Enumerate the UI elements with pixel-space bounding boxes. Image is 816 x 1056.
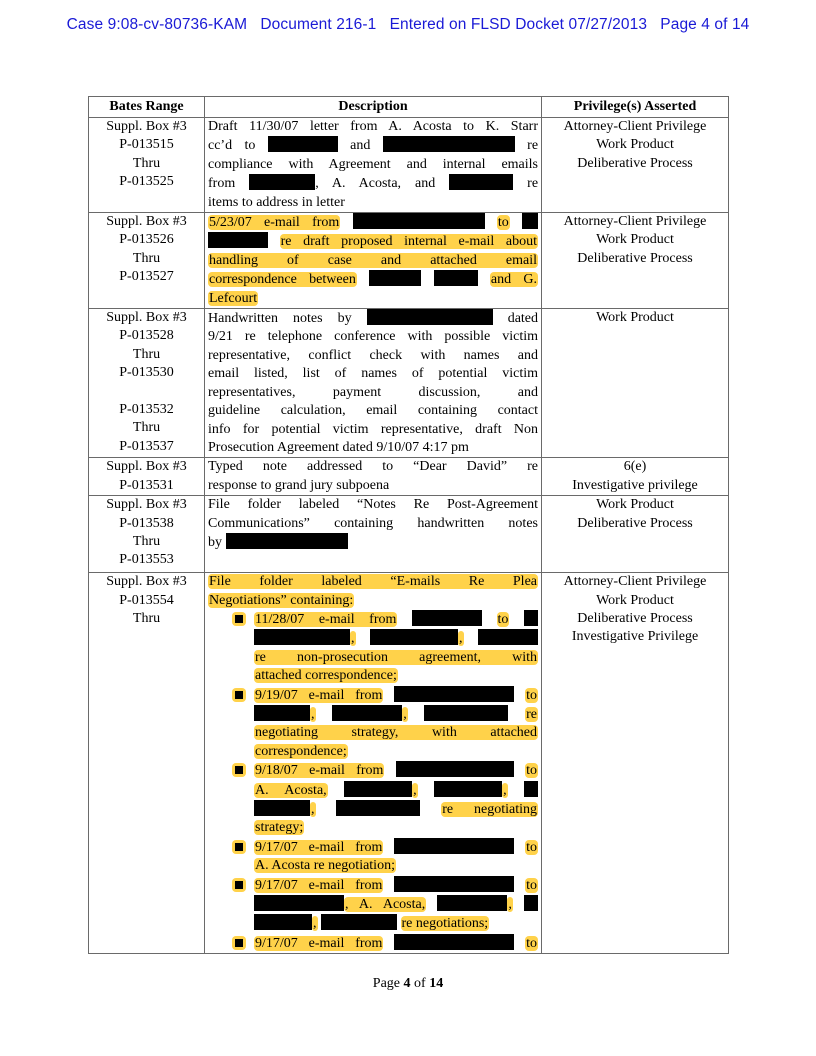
redaction-box <box>369 270 421 286</box>
bates-line: P-013515 <box>119 137 174 153</box>
description-line: representative, conflict check with names and <box>208 347 538 363</box>
current-page: 4 <box>403 976 411 991</box>
privilege-line: Deliberative Process <box>577 250 693 266</box>
bates-line: P-013537 <box>119 438 174 454</box>
list-item <box>254 934 538 953</box>
description-line: 9/17/07 e-mail from to <box>255 935 538 951</box>
description-line: Draft 11/30/07 letter from A. Acosta to K. Starr <box>208 119 538 134</box>
list-item <box>254 838 538 876</box>
bates-line: P-013532 <box>119 402 174 418</box>
redaction-box <box>370 629 458 645</box>
privilege-line: Work Product <box>596 592 674 608</box>
description-cell <box>205 573 542 954</box>
redaction-box <box>344 781 412 797</box>
email-list <box>208 610 538 953</box>
description-line: by <box>208 533 538 552</box>
privilege-cell <box>542 118 729 213</box>
bates-line: Suppl. Box #3 <box>106 214 187 230</box>
redaction-box <box>321 914 397 930</box>
description-line: from , A. Acosta, and re <box>208 176 539 192</box>
description-line: 9/17/07 e-mail from to <box>255 839 538 855</box>
redaction-box <box>383 136 515 152</box>
description-line: strategy; <box>255 820 304 836</box>
description-line: cc’d to and re <box>208 138 539 154</box>
table-row <box>89 118 729 213</box>
bates-range-cell <box>89 496 205 573</box>
table-row <box>89 573 729 954</box>
description-line: attached correspondence; <box>255 668 397 684</box>
description-line: re non-prosecution agreement, with <box>255 649 537 665</box>
redaction-box <box>522 213 538 229</box>
description-line: File folder labeled “E-mails Re Plea <box>209 574 537 590</box>
redaction-box <box>524 781 538 797</box>
redaction-box <box>254 705 310 721</box>
description-line: 9/18/07 e-mail from to <box>255 763 538 779</box>
redaction-box <box>353 213 485 229</box>
redaction-box <box>394 934 514 950</box>
description-line: Lefcourt <box>209 290 258 306</box>
column-header-description: Description <box>205 97 542 118</box>
bates-line: Thru <box>132 610 161 626</box>
privilege-line: Deliberative Process <box>577 515 693 531</box>
redaction-box <box>336 800 420 816</box>
bates-line: P-013531 <box>119 477 174 493</box>
description-cell <box>205 213 542 309</box>
bates-range-cell <box>89 213 205 309</box>
privilege-line: Work Product <box>596 232 674 248</box>
square-bullet-icon <box>232 763 246 777</box>
list-item <box>254 876 538 934</box>
bates-line: P-013528 <box>119 328 174 344</box>
description-line: representatives, payment discussion, and <box>208 384 538 400</box>
privilege-cell <box>542 213 729 309</box>
privilege-cell <box>542 573 729 954</box>
privilege-line: Deliberative Process <box>577 610 693 626</box>
total-pages: 14 <box>429 976 444 991</box>
case-header: Case 9:08-cv-80736-KAM Document 216-1 Entered on FLSD Docket 07/27/2013 Page 4 of 14 <box>66 16 750 33</box>
redaction-box <box>524 895 538 911</box>
bates-line: Suppl. Box #3 <box>106 459 187 475</box>
table-header-row <box>89 97 729 118</box>
redaction-box <box>254 914 312 930</box>
bates-line: Suppl. Box #3 <box>106 310 187 326</box>
privilege-cell <box>542 458 729 496</box>
description-line: A. Acosta re negotiation; <box>255 858 395 874</box>
table-row <box>89 458 729 496</box>
description-line: handling of case and attached email <box>209 252 537 268</box>
square-bullet-icon <box>232 878 246 892</box>
description-line: Negotiations” containing: <box>209 592 354 608</box>
description-line: guideline calculation, email containing contact <box>208 403 538 419</box>
description-line: Typed note addressed to “Dear David” re <box>208 459 538 475</box>
redaction-box <box>332 705 402 721</box>
privilege-line: Work Product <box>596 137 674 153</box>
bates-line: Suppl. Box #3 <box>106 497 187 513</box>
description-line: File folder labeled “Notes Re Post-Agreement <box>208 497 538 513</box>
description-line: Handwritten notes by dated <box>208 311 539 327</box>
description-line: Prosecution Agreement dated 9/10/07 4:17 pm <box>208 439 469 455</box>
description-line: correspondence; <box>255 743 347 759</box>
bates-line: Thru <box>132 155 161 171</box>
square-bullet-icon <box>232 840 246 854</box>
bates-line: Thru <box>132 250 161 266</box>
page-number-footer: Page 4 of 14 <box>372 976 444 991</box>
description-line: negotiating strategy, with attached <box>255 725 537 741</box>
description-cell <box>205 309 542 458</box>
table-row <box>89 213 729 309</box>
list-item <box>254 761 538 838</box>
redaction-box <box>254 895 344 911</box>
redaction-box <box>424 705 508 721</box>
description-line: info for potential victim representative, draft Non <box>208 421 538 437</box>
bates-line: Thru <box>132 346 161 362</box>
redaction-box <box>254 629 350 645</box>
privilege-line: Investigative privilege <box>572 477 698 493</box>
privilege-line: Investigative Privilege <box>571 629 699 645</box>
description-line: 9/21 re telephone conference with possible victim <box>208 329 538 345</box>
redaction-box <box>524 610 538 626</box>
description-line: , re negotiating <box>254 800 538 819</box>
description-line: response to grand jury subpoena <box>208 477 390 493</box>
redaction-box <box>254 800 310 816</box>
bates-line: Thru <box>132 420 161 436</box>
description-line: , A. Acosta, , <box>254 895 538 914</box>
description-line: Communications” containing handwritten notes <box>208 515 538 531</box>
bates-range-cell <box>89 573 205 954</box>
list-item <box>254 610 538 686</box>
redaction-box <box>394 876 514 892</box>
description-line: , , <box>254 629 538 648</box>
redaction-box <box>437 895 507 911</box>
bates-line: Suppl. Box #3 <box>106 574 187 590</box>
redaction-box <box>478 629 538 645</box>
column-header-bates: Bates Range <box>89 97 205 118</box>
bates-range-cell <box>89 309 205 458</box>
redaction-box <box>226 533 348 549</box>
privilege-line: Attorney-Client Privilege <box>563 574 707 590</box>
bates-line: P-013525 <box>119 174 174 190</box>
square-bullet-icon <box>232 688 246 702</box>
bates-line: P-013538 <box>119 515 174 531</box>
description-line: A. Acosta, , , <box>254 781 538 800</box>
description-line: re draft proposed internal e-mail about <box>208 232 538 251</box>
redaction-box <box>412 610 482 626</box>
redaction-box <box>249 174 315 190</box>
square-bullet-icon <box>232 612 246 626</box>
redaction-box <box>367 309 493 325</box>
description-cell <box>205 118 542 213</box>
redaction-box <box>434 270 478 286</box>
bates-line: P-013553 <box>119 552 174 568</box>
description-cell <box>205 458 542 496</box>
redaction-box <box>208 232 268 248</box>
description-line: , re negotiations; <box>254 914 538 933</box>
column-header-privilege: Privilege(s) Asserted <box>542 97 729 118</box>
description-line: items to address in letter <box>208 194 345 210</box>
bates-spacer <box>92 383 201 401</box>
bates-range-cell <box>89 118 205 213</box>
redaction-box <box>396 761 514 777</box>
description-line: 9/17/07 e-mail from to <box>255 877 538 893</box>
privilege-line: Attorney-Client Privilege <box>563 214 707 230</box>
privilege-line: Work Product <box>596 497 674 513</box>
redaction-box <box>394 686 514 702</box>
square-bullet-icon <box>232 936 246 950</box>
privilege-line: Work Product <box>596 310 674 326</box>
bates-line: P-013530 <box>119 365 174 381</box>
description-line: 11/28/07 e-mail from to <box>254 610 538 629</box>
description-line: compliance with Agreement and internal emails <box>208 156 538 172</box>
privilege-line: Attorney-Client Privilege <box>563 119 707 134</box>
description-cell <box>205 496 542 573</box>
description-line: , , re <box>254 705 538 724</box>
redaction-box <box>268 136 338 152</box>
bates-line: P-013527 <box>119 269 174 285</box>
redaction-box <box>394 838 514 854</box>
privilege-cell <box>542 309 729 458</box>
list-item <box>254 686 538 762</box>
bates-range-cell <box>89 458 205 496</box>
privilege-line: 6(e) <box>623 459 647 475</box>
bates-line: P-013554 <box>119 592 174 608</box>
description-line: email listed, list of names of potential victim <box>208 366 538 382</box>
redaction-box <box>449 174 513 190</box>
privilege-cell <box>542 496 729 573</box>
privilege-log-table <box>88 96 729 954</box>
bates-line: P-013526 <box>119 232 174 248</box>
description-line: correspondence between and G. <box>209 272 538 288</box>
description-line: 9/19/07 e-mail from to <box>255 687 538 703</box>
bates-line: Thru <box>132 533 161 549</box>
table-row <box>89 496 729 573</box>
privilege-line: Deliberative Process <box>577 155 693 171</box>
bates-line: Suppl. Box #3 <box>106 119 187 134</box>
redaction-box <box>434 781 502 797</box>
table-row <box>89 309 729 458</box>
description-line: 5/23/07 e-mail from to <box>208 213 538 232</box>
